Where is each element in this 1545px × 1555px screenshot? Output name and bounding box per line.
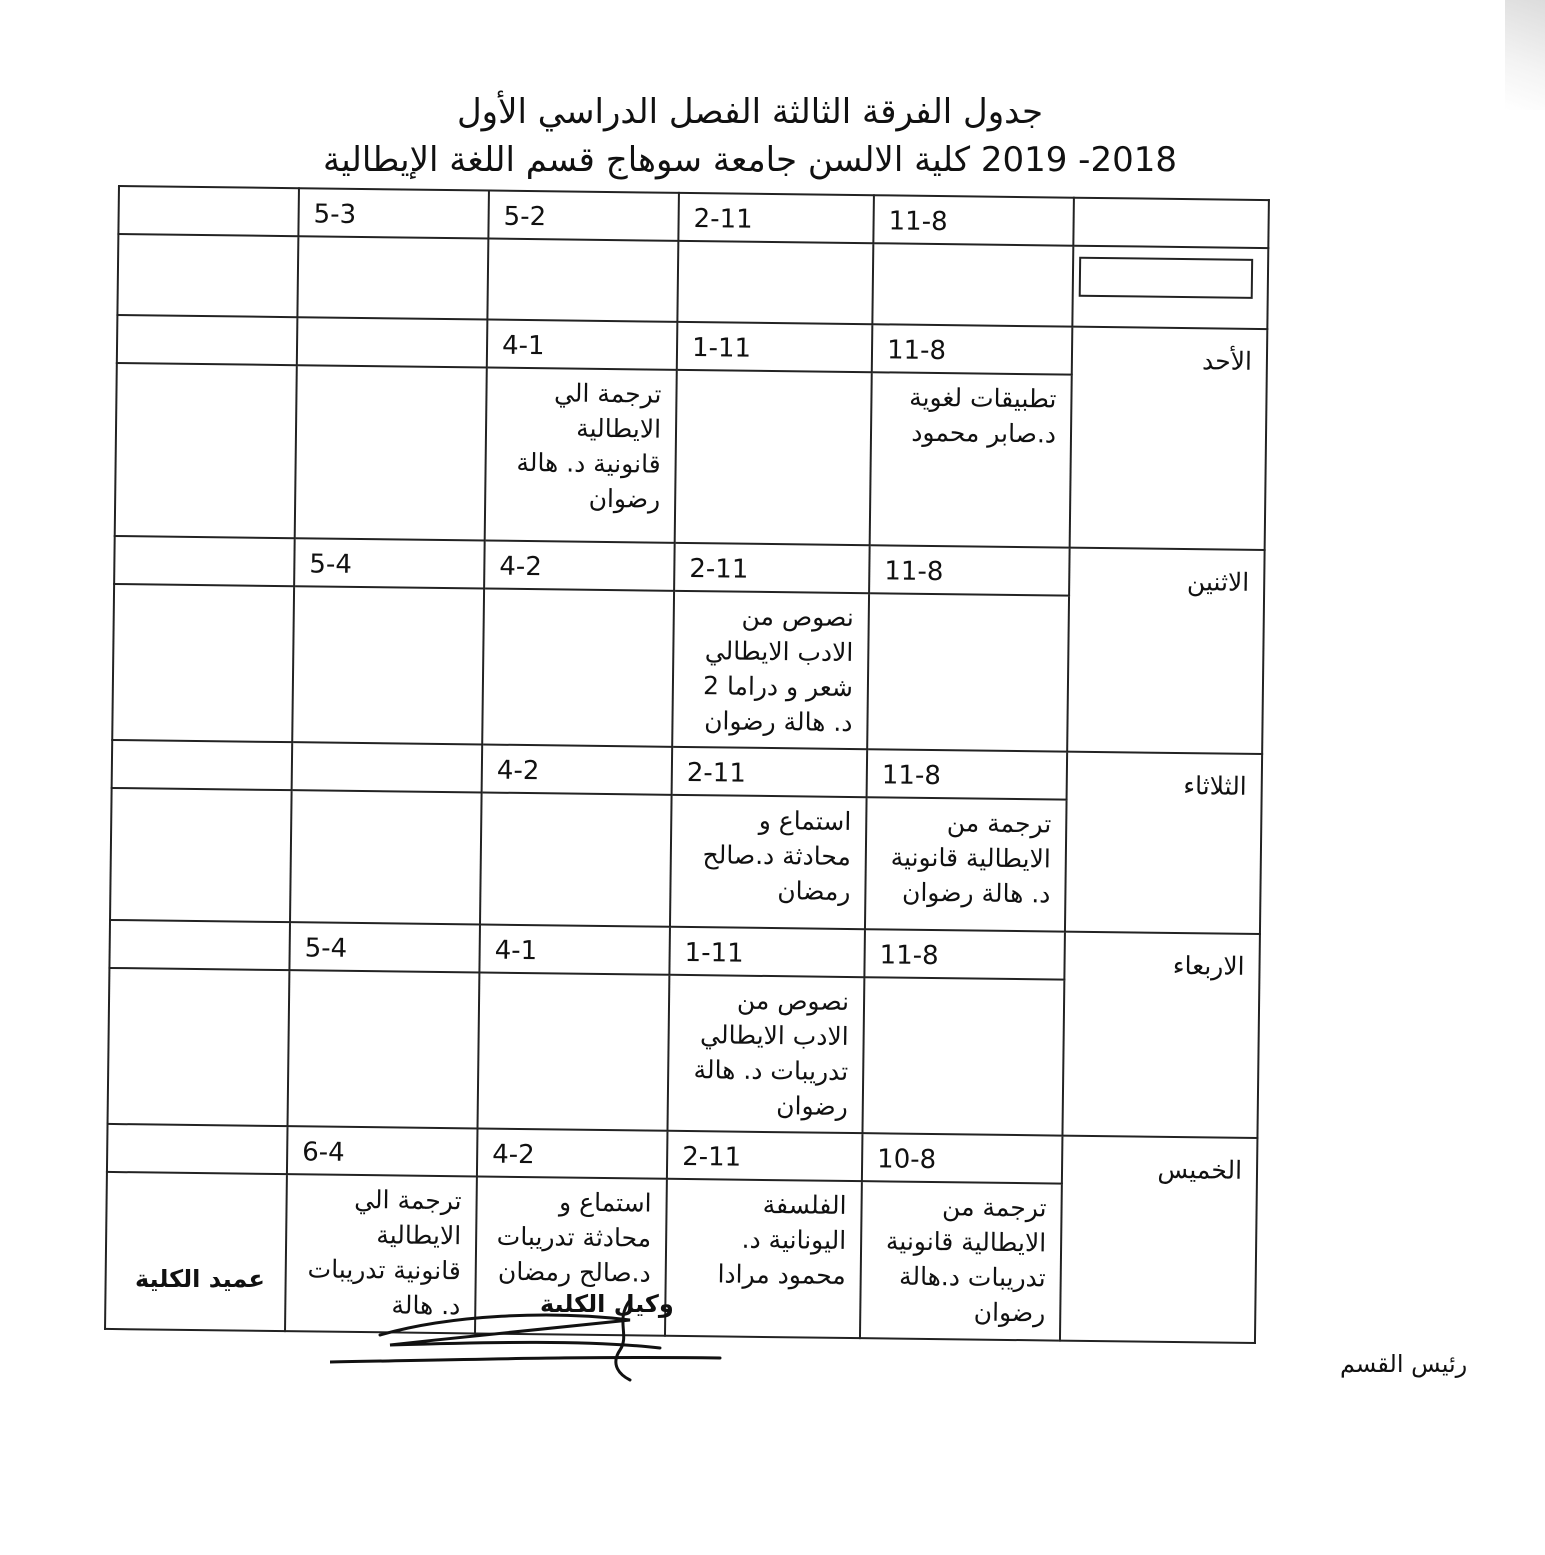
course-cell: ترجمة الي الايطالية قانونية تدريبات د. هالة	[285, 1174, 477, 1333]
course-cell	[292, 586, 484, 745]
time-slot: 4-2	[482, 745, 673, 795]
empty-cell	[105, 1172, 287, 1331]
time-slot: 6-4	[287, 1127, 478, 1177]
course-cell: استماع و محادثة تدريبات د.صالح رمضان	[475, 1177, 667, 1336]
time-slot: 11-8	[867, 749, 1068, 799]
course-cell	[290, 790, 482, 924]
time-slot: 1-11	[677, 322, 873, 372]
stamp-box	[1079, 257, 1253, 299]
empty-cell	[109, 920, 290, 970]
time-slot: 2-11	[678, 193, 874, 243]
empty-cell	[1073, 198, 1269, 248]
course-cell: ترجمة من الايطالية قانونية د. هالة رضوان	[865, 797, 1067, 932]
time-slot: 5-3	[298, 188, 489, 238]
handwritten-signature	[330, 1290, 730, 1390]
time-slot: 5-2	[488, 191, 679, 241]
course-cell	[675, 370, 872, 545]
course-cell	[477, 972, 669, 1131]
spacer-row	[117, 234, 1268, 329]
course-cell: استماع و محادثة د.صالح رمضان	[670, 795, 867, 930]
schedule-table	[104, 185, 1268, 1344]
time-slot: 4-2	[484, 540, 675, 590]
day-label: الاثنين	[1067, 547, 1264, 754]
course-cell: نصوص من الادب الايطالي تدريبات د. هالة رضوان	[667, 975, 864, 1134]
time-slot: 11-8	[864, 929, 1065, 979]
time-slot: 1-11	[669, 927, 865, 977]
course-cell: ترجمة الي الايطالية قانونية د. هالة رضوان	[485, 367, 677, 542]
course-cell	[480, 792, 672, 926]
empty-cell	[112, 740, 293, 790]
empty-cell	[117, 234, 298, 318]
vice-dean-label: وكيل الكلية	[540, 1290, 674, 1318]
empty-cell	[107, 1124, 288, 1174]
empty-cell	[677, 241, 873, 325]
empty-cell	[118, 186, 299, 236]
dean-label: عميد الكلية	[135, 1265, 265, 1293]
day-label: الثلاثاء	[1065, 752, 1262, 934]
time-slot: 4-1	[487, 320, 678, 370]
time-slot: 11-8	[869, 545, 1070, 595]
course-cell	[867, 593, 1069, 752]
empty-cell	[114, 536, 295, 586]
course-cell	[295, 365, 487, 540]
time-slot: 11-8	[872, 324, 1073, 374]
document-header	[300, 88, 1200, 184]
course-cell	[288, 970, 480, 1129]
title-line-2: 2018- 2019 كلية الالسن جامعة سوهاج قسم اللغة الإيطالية	[323, 140, 1177, 180]
course-cell: ترجمة من الايطالية قانونية تدريبات د.هالة رضوان	[860, 1181, 1062, 1340]
course-cell: تطبيقات لغوية د.صابر محمود	[870, 372, 1072, 547]
course-cell	[482, 588, 674, 747]
course-cell: نصوص من الادب الايطالي شعر و دراما 2 د. هالة رضوان	[672, 590, 869, 749]
empty-cell	[108, 968, 290, 1127]
time-slot: 2-11	[674, 543, 870, 593]
empty-cell	[112, 584, 294, 743]
time-slot: 10-8	[862, 1134, 1063, 1184]
course-cell	[862, 977, 1064, 1136]
stamp-cell	[1072, 245, 1268, 329]
time-slot: 4-1	[479, 925, 670, 975]
empty-cell	[297, 236, 488, 320]
empty-cell	[117, 315, 298, 365]
time-slot	[297, 317, 488, 367]
empty-cell	[872, 243, 1073, 327]
department-head-label: رئيس القسم	[1340, 1350, 1468, 1378]
time-slot: 11-8	[873, 195, 1074, 245]
day-label: الأحد	[1070, 327, 1268, 550]
day-label: الاربعاء	[1062, 932, 1259, 1139]
empty-cell	[115, 363, 297, 538]
time-slot: 5-4	[289, 922, 480, 972]
page-edge-shadow	[1505, 0, 1545, 110]
time-slot: 2-11	[667, 1131, 863, 1181]
title-line-1: جدول الفرقة الثالثة الفصل الدراسي الأول	[456, 92, 1044, 132]
time-slot: 4-2	[477, 1129, 668, 1179]
empty-cell	[110, 788, 292, 922]
time-slot	[292, 742, 483, 792]
time-slot: 5-4	[294, 538, 485, 588]
time-slot: 2-11	[672, 747, 868, 797]
course-cell: الفلسفة اليونانية د. محمود مرادا	[665, 1179, 862, 1338]
day-label: الخميس	[1060, 1136, 1257, 1343]
empty-cell	[487, 238, 678, 322]
